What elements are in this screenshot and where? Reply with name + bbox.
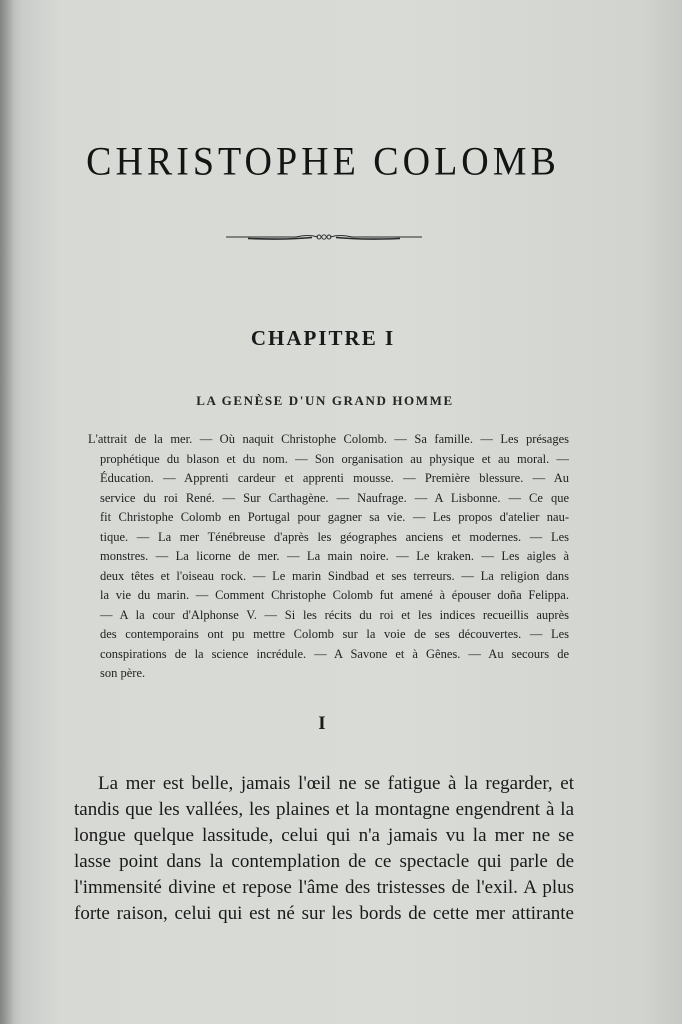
chapter-subtitle: LA GENÈSE D'UN GRAND HOMME xyxy=(196,393,454,408)
body-paragraph xyxy=(74,771,574,927)
summary-line: son père. xyxy=(100,666,146,680)
summary-line: service du roi René. — Sur Carthagène. — Naufrage. — A Lisbonne. — Ce que xyxy=(100,490,569,505)
summary-line: L'attrait de la mer. — Où naquit Christophe Colomb. — Sa famille. — Les présages xyxy=(88,432,569,446)
summary-line: monstres. — La licorne de mer. — La main noire. — Le kraken. — Les aigles à xyxy=(100,549,569,563)
summary-line: fit Christophe Colomb en Portugal pour gagner sa vie. — Les propos d'atelier nau- xyxy=(100,510,569,524)
summary-line: conspirations de la science incrédule. — A Savone et à Gênes. — Au secours de xyxy=(100,646,569,661)
ornament-divider-icon xyxy=(226,230,422,244)
summary-line: prophétique du blason et du nom. — Son organisation au physique et au moral. — xyxy=(100,451,569,466)
summary-line: — A la cour d'Alphonse V. — Si les récits du roi et les indices recueillis auprès xyxy=(100,607,569,622)
summary-line: des contemporains ont pu mettre Colomb sur la voie de ses découvertes. — Les xyxy=(100,627,569,641)
body-line: longue quelque lassitude, celui qui n'a jamais vu la mer ne se xyxy=(74,825,574,846)
body-line: l'immensité divine et repose l'âme des tristesses de l'exil. A plus xyxy=(74,877,574,898)
summary-line: tique. — La mer Ténébreuse d'après les géographes anciens et modernes. — Les xyxy=(100,529,569,544)
summary-line: Éducation. — Apprenti cardeur et apprenti mousse. — Première blessure. — Au xyxy=(100,471,569,485)
chapter-summary xyxy=(88,430,569,684)
chapter-title: CHAPITRE I xyxy=(250,326,396,350)
summary-line: la vie du marin. — Comment Christophe Colomb fut amené à épouser doña Felippa. xyxy=(100,588,569,602)
body-line: La mer est belle, jamais l'œil ne se fatigue à la regarder, et xyxy=(98,773,574,794)
book-title: CHRISTOPHE COLOMB xyxy=(86,139,560,185)
summary-line: deux têtes et l'oiseau rock. — Le marin Sindbad et ses terreurs. — La religion dans xyxy=(100,568,569,583)
body-line: lasse point dans la contemplation de ce spectacle qui parle de xyxy=(74,851,574,872)
section-number: I xyxy=(318,713,326,734)
body-line: forte raison, celui qui est né sur les bords de cette mer attirante xyxy=(74,903,574,924)
body-line: tandis que les vallées, les plaines et la montagne engendrent à la xyxy=(74,799,574,820)
